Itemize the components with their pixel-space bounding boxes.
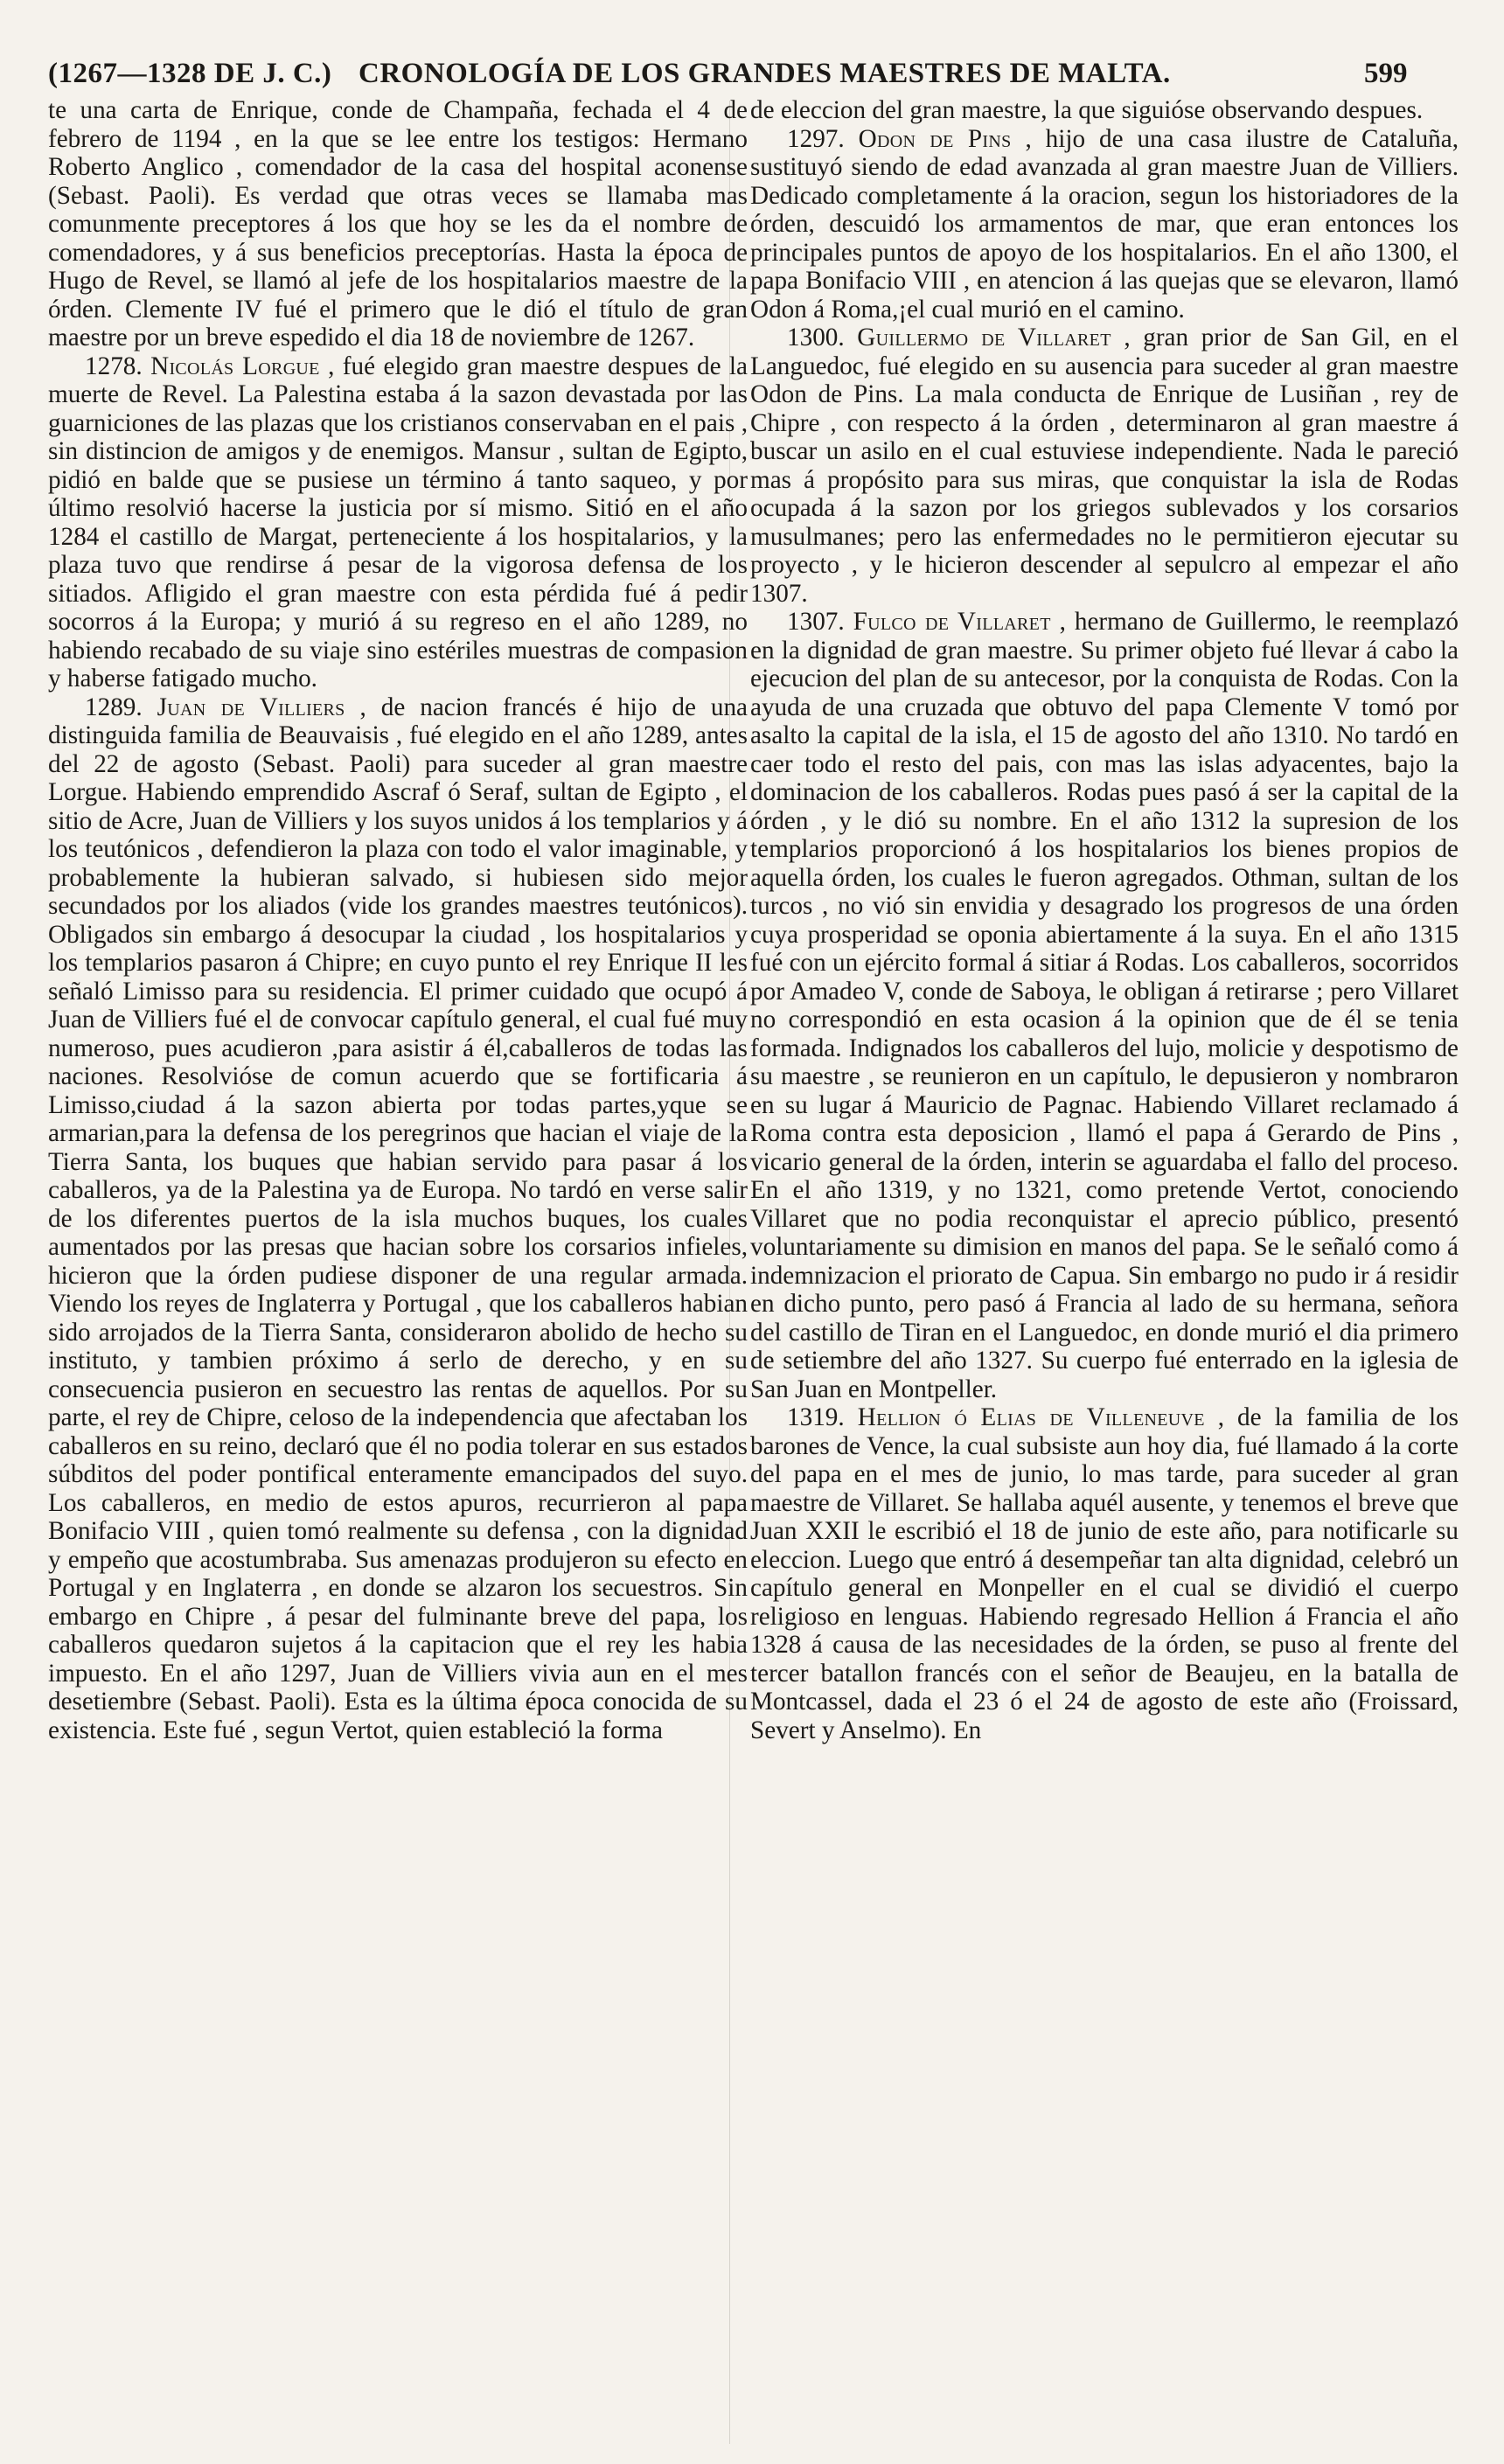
entry-name: Guillermo de Villaret: [857, 324, 1111, 352]
entry-year: 1278.: [85, 352, 143, 380]
entry-1297: [750, 125, 1459, 324]
entry-year: 1307.: [787, 608, 845, 636]
entry-text: , hermano de Guillermo, le reemplazó en la dignidad de gran maestre. Su primer objeto fué llevar á cabo la ejecucion del plan de su antecesor, por la conquista de Rodas. Con la ayuda de una cruzada que obtuvo del papa Clemente V tomó por asalto la capital de la isla, el 15 de agosto del año 1310. No tardó en caer todo el resto del pais, con mas las islas adyacentes, bajo la dominacion de los caballeros. Rodas pues pasó á ser la capital de la órden , y le dió su nombre. En el año 1312 la supresion de los templarios proporcionó á los hospitalarios los bienes propios de aquella órden, los cuales le fueron agregados. Othman, sultan de los turcos , no vió sin envidia y desagrado los progresos de una órden cuya prosperidad se oponia abiertamente á la suya. En el año 1315 fué con un ejército formal á sitiar á Rodas. Los caballeros, socorridos por Amadeo V, conde de Saboya, le obligan á retirarse ; pero Villaret no correspondió en esta ocasion á la opinion que de él se tenia formada. Indignados los caballeros del lujo, molicie y despotismo de su maestre , se reunieron en un capítulo, le depusieron y nombraron en su lugar á Mauricio de Pagnac. Habiendo Villaret reclamado á Roma contra esta deposicion , llamó el papa á Gerardo de Pins , vicario general de la órden, interin se aguardaba el fallo del proceso. En el año 1319, y no 1321, como pretende Vertot, conociendo Villaret que no podia reconquistar el aprecio público, presentó voluntariamente su dimision en manos del papa. Se le señaló como á indemnizacion el priorato de Capua. Sin embargo no pudo ir á residir en dicho punto, pero pasó á Francia al lado de su hermana, señora del castillo de Tiran en el Languedoc, en donde murió el dia primero de setiembre del año 1327. Su cuerpo fué enterrado en la iglesia de San Juan en Montpeller.: [750, 608, 1459, 1403]
running-header: [0, 54, 1504, 93]
header-date-range: (1267—1328 DE J. C.): [48, 58, 332, 89]
entry-text: , hijo de una casa ilustre de Cataluña, sustituyó siendo de edad avanzada al gran maestre Juan de Villiers. Dedicado completamente á la oracion, segun los historiadores de la órden, descuidó los armamentos de mar, que eran entonces los principales puntos de apoyo de los hospitalarios. En el año 1300, el papa Bonifacio VIII , en atencion á las quejas que se elevaron, llamó Odon á Roma,¡el cual murió en el camino.: [750, 124, 1459, 324]
paragraph-continuation: de eleccion del gran maestre, la que siguióse observando despues.: [750, 96, 1424, 124]
entry-name: Hellion ó Elias de Villeneuve: [857, 1403, 1205, 1431]
entry-year: 1300.: [787, 324, 845, 352]
entry-year: 1289.: [85, 693, 143, 721]
entry-text: , fué elegido gran maestre despues de la muerte de Revel. La Palestina estaba á la sazon devastada por las guarniciones de las plazas que los cristianos conservaban en el pais , sin distincion de amigos y de enemigos. Mansur , sultan de Egipto, pidió en balde que se pusiese un término á tanto saqueo, y por último resolvió hacerse la justicia por sí mismo. Sitió en el año 1284 el castillo de Margat, perteneciente á los hospitalarios, y la plaza tuvo que rendirse á pesar de la vigorosa defensa de los sitiados. Afligido el gran maestre con esta pérdida fué á pedir socorros á la Europa; y murió á su regreso en el año 1289, no habiendo recabado de su viaje sino estériles muestras de compasion y haberse fatigado mucho.: [48, 352, 748, 693]
page-number: 599: [1364, 58, 1408, 89]
entry-1278: [48, 352, 748, 693]
entry-1307: [750, 608, 1459, 1403]
header-title: CRONOLOGÍA DE LOS GRANDES MAESTRES DE MALTA.: [359, 58, 1171, 89]
entry-1319: [750, 1403, 1459, 1744]
entry-1289: [48, 693, 748, 1745]
right-column: [750, 96, 1459, 1744]
entry-year: 1297.: [787, 124, 845, 153]
paragraph-continuation: te una carta de Enrique, conde de Champaña, fechada el 4 de febrero de 1194 , en la que se lee entre los testigos: Hermano Roberto Anglico , comendador de la casa del hospital aconense (Sebast. Paoli). Es verdad que otras veces se llamaba mas comunmente preceptores á los que hoy se les da el nombre de comendadores, y á sus beneficios preceptorías. Hasta la época de Hugo de Revel, se llamó al jefe de los hospitalarios maestre de la órden. Clemente IV fué el primero que le dió el título de gran maestre por un breve espedido el dia 18 de noviembre de 1267.: [48, 96, 748, 352]
entry-text: , de nacion francés é hijo de una distinguida familia de Beauvaisis , fué elegido en el año 1289, antes del 22 de agosto (Sebast. Paoli) para suceder al gran maestre Lorgue. Habiendo emprendido Ascraf ó Seraf, sultan de Egipto , el sitio de Acre, Juan de Villiers y los suyos unidos á los templarios y á los teutónicos , defendieron la plaza con todo el valor imaginable, y probablemente la hubieran salvado, si hubiesen sido mejor secundados por los aliados (vide los grandes maestres teutónicos). Obligados sin embargo á desocupar la ciudad , los hospitalarios y los templarios pasaron á Chipre; en cuyo punto el rey Enrique II les señaló Limisso para su residencia. El primer cuidado que ocupó á Juan de Villiers fué el de convocar capítulo general, el cual fué muy numeroso, pues acudieron ,para asistir á él,caballeros de todas las naciones. Resolvióse de comun acuerdo que se fortificaria á Limisso,ciudad á la sazon abierta por todas partes,yque se armarian,para la defensa de los peregrinos que hacian el viaje de la Tierra Santa, los buques que habian servido para pasar á los caballeros, ya de la Palestina ya de Europa. No tardó en verse salir de los diferentes puertos de la isla muchos buques, los cuales aumentados por las presas que hacian sobre los corsarios infieles, hicieron que la órden pudiese disponer de una regular armada. Viendo los reyes de Inglaterra y Portugal , que los caballeros habian sido arrojados de la Tierra Santa, consideraron abolido de hecho su instituto, y tambien próximo á serlo de derecho, y en su consecuencia pusieron en secuestro las rentas de aquellos. Por su parte, el rey de Chipre, celoso de la independencia que afectaban los caballeros en su reino, declaró que él no podia tolerar en sus estados súbditos del poder pontifical enteramente emancipados del suyo. Los caballeros, en medio de estos apuros, recurrieron al papa Bonifacio VIII , quien tomó realmente su defensa , con la dignidad y empeño que acostumbraba. Sus amenazas produjeron su efecto en Portugal y en Inglaterra , en donde se alzaron los secuestros. Sin embargo en Chipre , á pesar del fulminante breve del papa, los caballeros quedaron sujetos á la capitacion que el rey les habia impuesto. En el año 1297, Juan de Villiers vivia aun en el mes desetiembre (Sebast. Paoli). Esta es la última época conocida de su existencia. Este fué , segun Vertot, quien estableció la forma: [48, 693, 749, 1744]
entry-year: 1319.: [787, 1403, 845, 1431]
entry-text: , de la familia de los barones de Vence, la cual subsiste aun hoy dia, fué llamado á la corte del papa en el mes de junio, lo mas tarde, para suceder al gran maestre de Villaret. Se hallaba aquél ausente, y tenemos el breve que Juan XXII le escribió el 18 de junio de este año, para notificarle su eleccion. Luego que entró á desempeñar tan alta dignidad, celebró un capítulo general en Monpeller en el cual se dividió el cuerpo religioso en lenguas. Habiendo regresado Hellion á Francia el año 1328 á causa de las necesidades de la órden, se puso al frente del tercer batallon francés con el señor de Beaujeu, en la batalla de Montcassel, dada el 23 ó el 24 de agosto de este año (Froissard, Severt y Anselmo). En: [750, 1403, 1459, 1744]
left-column: [48, 96, 748, 1744]
entry-name: Nicolás Lorgue: [150, 352, 320, 380]
entry-text: , gran prior de San Gil, en el Languedoc, fué elegido en su ausencia para suceder al gran maestre Odon de Pins. La mala conducta de Enrique de Lusiñan , rey de Chipre , con respecto á la órden , determinaron al gran maestre á buscar un asilo en el cual estuviese independiente. Nada le pareció mas á propósito para sus miras, que conquistar la isla de Rodas ocupada á la sazon por los griegos sublevados y los corsarios musulmanes; pero las enfermedades no le permitieron ejecutar su proyecto , y le hicieron descender al sepulcro al empezar el año 1307.: [750, 324, 1459, 608]
entry-1300: [750, 324, 1459, 608]
entry-name: Fulco de Villaret: [853, 608, 1051, 636]
entry-name: Juan de Villiers: [157, 693, 345, 721]
entry-name: Odon de Pins: [858, 124, 1012, 153]
